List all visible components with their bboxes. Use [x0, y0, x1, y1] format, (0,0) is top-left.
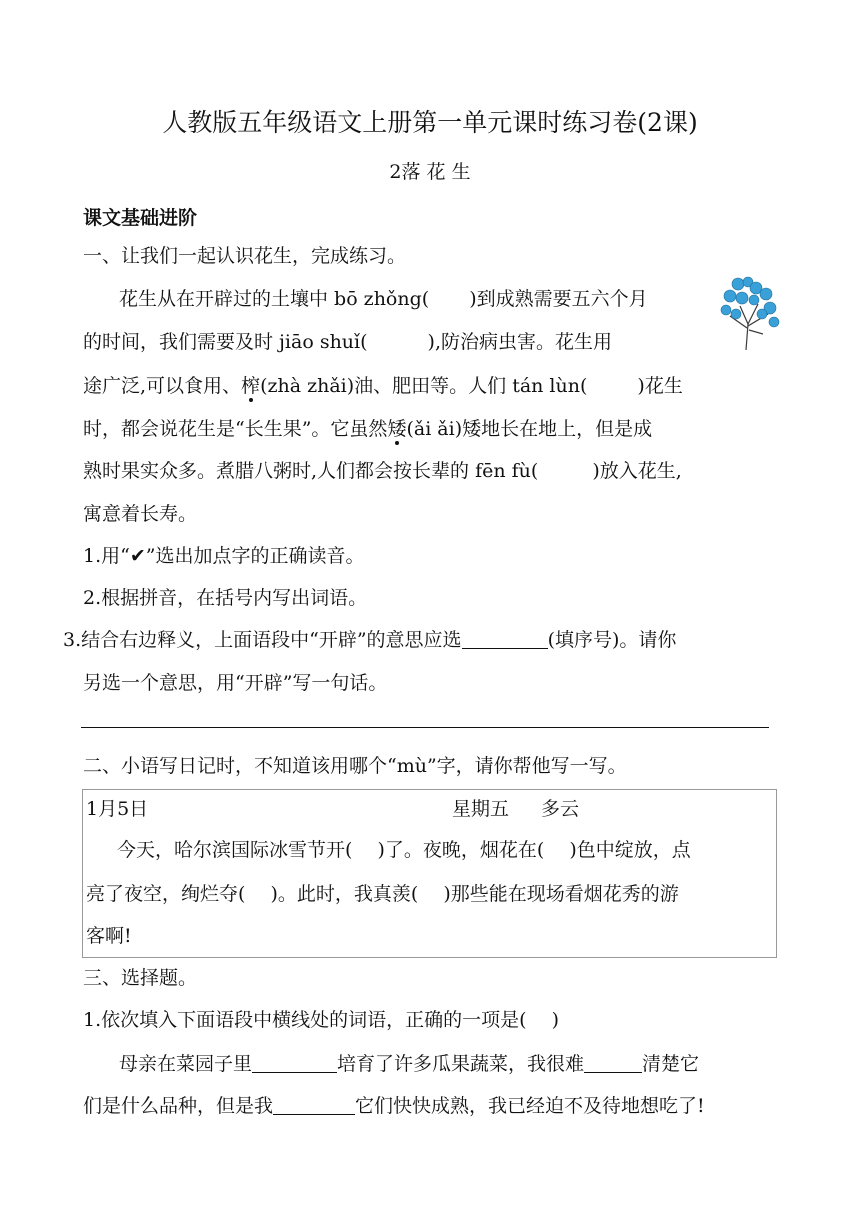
lesson-subtitle: 2落 花 生 [389, 161, 471, 183]
passage-text: 途广泛,可以食用、 [83, 375, 242, 397]
question-text: 3.结合右边释义，上面语段中“开辟”的意思应选 [63, 629, 462, 651]
sub-question-1-3 [63, 625, 676, 652]
passage-line-2 [83, 327, 612, 354]
section-header: 课文基础进阶 [83, 207, 198, 229]
passage-text: 们是什么品种，但是我 [83, 1095, 274, 1117]
passage-text: 它们快快成熟，我已经迫不及待地想吃了! [355, 1095, 705, 1117]
passage-text: 清楚它 [642, 1053, 700, 1075]
passage-text: 的时间，我们需要及时 jiāo shuǐ( [83, 331, 368, 353]
passage-text: )花生 [637, 375, 683, 397]
diary-line-3: 客啊! [86, 925, 132, 947]
sub-question-1-1: 1.用“✔”选出加点字的正确读音。 [83, 545, 365, 567]
passage-text: 花生从在开辟过的土壤中 bō zhǒng( [119, 288, 430, 310]
passage-text: )放入花生, [592, 460, 682, 482]
answer-blank[interactable] [584, 1054, 642, 1073]
sub-question-1-3-cont: 另选一个意思，用“开辟”写一句话。 [83, 672, 388, 694]
passage-line-5 [83, 456, 682, 483]
passage-text: )到成熟需要五六个月 [469, 288, 648, 310]
question-2-heading: 二、小语写日记时，不知道该用哪个“mù”字，请你帮他写一写。 [83, 755, 627, 777]
sub-question-3-1: 1.依次填入下面语段中横线处的词语，正确的一项是( ) [83, 1009, 559, 1031]
dotted-character: 榨 [241, 375, 261, 397]
choice-passage-line-2 [83, 1091, 705, 1118]
page-title: 人教版五年级语文上册第一单元课时练习卷(2课) [162, 108, 698, 137]
passage-text: 培育了许多瓜果蔬菜，我很难 [337, 1053, 585, 1075]
flower-illustration-icon [718, 274, 780, 352]
answer-blank[interactable] [462, 630, 548, 649]
passage-text: ),防治病虫害。花生用 [427, 331, 612, 353]
answer-blank[interactable] [273, 1096, 355, 1115]
question-1-heading: 一、让我们一起认识花生，完成练习。 [83, 245, 407, 267]
passage-line-3 [83, 371, 683, 398]
passage-text: 熟时果实众多。煮腊八粥时,人们都会按长辈的 fēn fù( [83, 460, 539, 482]
passage-text: (ǎi ǎi)矮地长在地上，但是成 [406, 418, 653, 440]
sub-question-1-2: 2.根据拼音，在括号内写出词语。 [83, 587, 368, 609]
diary-date: 1月5日 [86, 798, 149, 820]
sentence-answer-line[interactable] [81, 727, 769, 728]
passage-text: 时，都会说花生是“长生果”。它虽然 [83, 418, 388, 440]
diary-weekday: 星期五 [452, 798, 510, 820]
passage-line-4 [83, 414, 652, 441]
question-3-heading: 三、选择题。 [83, 967, 198, 989]
passage-line-6: 寓意着长寿。 [83, 503, 198, 525]
diary-line-1: 今天，哈尔滨国际冰雪节开( )了。夜晚，烟花在( )色中绽放，点 [117, 839, 691, 861]
passage-text: 母亲在菜园子里 [119, 1053, 253, 1075]
choice-passage-line-1 [83, 1049, 699, 1076]
diary-box [82, 789, 777, 958]
question-text: (填序号)。请你 [547, 629, 677, 651]
diary-weather: 多云 [541, 798, 580, 820]
answer-blank[interactable] [252, 1054, 337, 1073]
dotted-character: 矮 [387, 418, 407, 440]
diary-line-2: 亮了夜空，绚烂夺( )。此时，我真羡( )那些能在现场看烟花秀的游 [86, 883, 679, 905]
passage-line-1 [83, 284, 648, 311]
passage-text: (zhà zhǎi)油、肥田等。人们 tán lùn( [260, 375, 588, 397]
